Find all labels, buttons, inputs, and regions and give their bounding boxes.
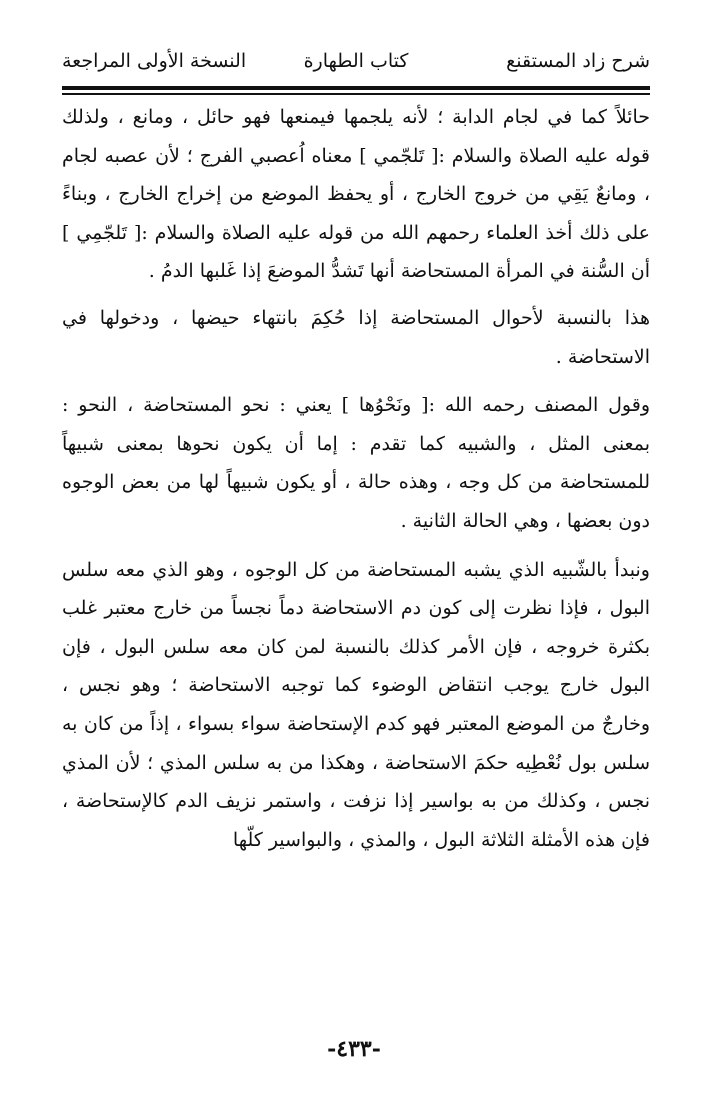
paragraph-3: وقول المصنف رحمه الله :[ ونَحْوُها ] يعني : نحو المستحاضة ، النحو : بمعنى المثل ، والشبيه كما تقدم : إما أن يكون نحوها بمعنى شبيهاً للمستحاضة من كل وجه ، وهذه حالة ، أو يكون شبيهاً لها من بعض الوجوه دون بعضها ، وهي الحالة الثانية . — [62, 394, 650, 532]
body-text — [62, 98, 650, 859]
paragraph-2: هذا بالنسبة لأحوال المستحاضة إذا حُكِمَ بانتهاء حيضها ، ودخولها في الاستحاضة . — [62, 306, 650, 368]
paragraph-4: ونبدأ بالشّبيه الذي يشبه المستحاضة من كل الوجوه ، وهو الذي معه سلس البول ، فإذا نظرت إلى كون دم الاستحاضة دماً نجساً من خارج معتبر غلب بكثرة خروجه ، فإن الأمر كذلك بالنسبة لمن كان معه سلس البول ، فإن البول خارج يوجب انتقاض الوضوء كما توجبه الاستحاضة ؛ وهو نجس ، وخارجٌ من الموضع المعتبر فهو كدم الإستحاضة سواء بسواء ، إذاً من كان به سلس بول نُعْطِيه حكمَ الاستحاضة ، وهكذا من به سلس المذي ؛ لأن المذي نجس ، وكذلك من به بواسير إذا نزفت ، واستمر نزيف الدم كالإستحاضة ، فإن هذه الأمثلة الثلاثة البول ، والمذي ، والبواسير كلّها — [62, 558, 650, 851]
header-rule-thick — [62, 86, 650, 90]
page-number: -٤٣٣- — [327, 1036, 381, 1062]
paragraph-1: حائلاً كما في لجام الدابة ؛ لأنه يلجمها فيمنعها فهو حائل ، ومانع ، ولذلك قوله عليه الصلاة والسلام :[ تَلجّمي ] معناه اُعصبي الفرج ؛ لأن عصبه لجام ، ومانعٌ يَقِي من خروج الخارج ، أو يحفظ الموضع من إخراج الخارج ، وبناءً على ذلك أخذ العلماء رحمهم الله من قوله عليه الصلاة والسلام :[ تَلجّمِي ] أن السُّنة في المرأة المستحاضة أنها تَشدُّ الموضعَ إذا غَلبها الدمُ . — [62, 106, 650, 283]
header-edition-note: النسخة الأولى المراجعة — [62, 50, 247, 72]
header-book-title: شرح زاد المستقنع — [506, 50, 650, 72]
header-chapter-title: كتاب الطهارة — [303, 50, 409, 72]
running-header — [62, 44, 650, 78]
header-rule-thin — [62, 93, 650, 95]
